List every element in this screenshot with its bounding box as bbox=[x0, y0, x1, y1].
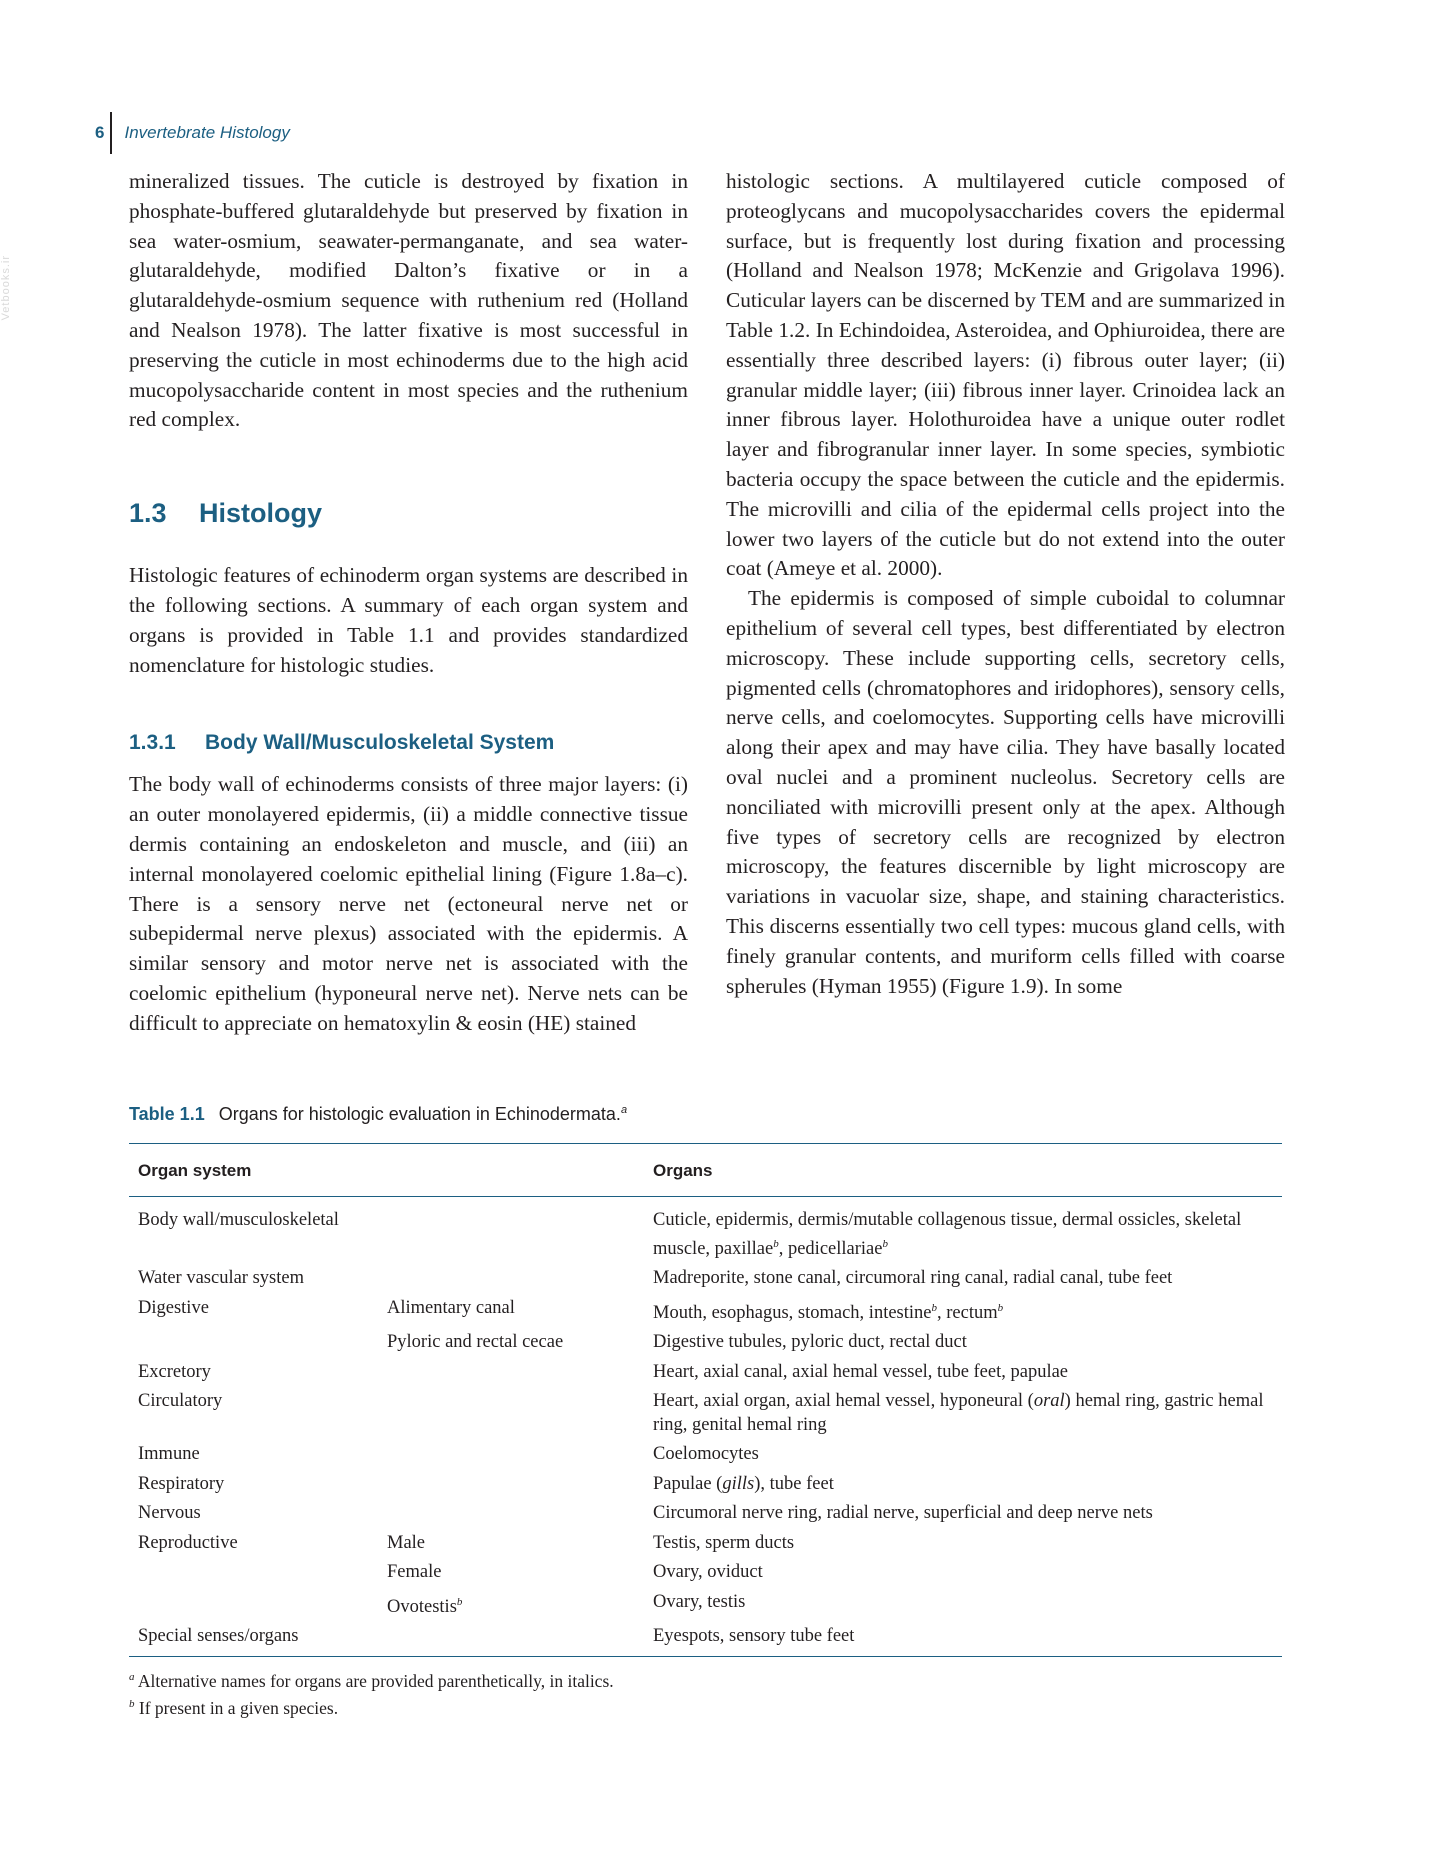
organ-system-cell: Excretory bbox=[138, 1361, 211, 1382]
table-row bbox=[129, 1499, 1282, 1529]
organ-system-cell: Special senses/organs bbox=[129, 1622, 378, 1656]
paragraph: The epidermis is composed of simple cuboidal to columnar epithelium of several cell types, best differentiated by electron microscopy. These include supporting cells, secretory cells, pigmented cells (chromatophores and iridophores), sensory cells, nerve cells, and coelomocytes. Supporting cells have microvilli along their apex and may have cilia. They have basally located oval nuclei and a prominent nucleolus. Secretory cells are nonciliated with microvilli present only at the apex. Although five types of secretory cells are recognized by electron microscopy, the features discernible by light microscopy are variations in vacuolar size, shape, and staining characteristics. This discerns essentially two cell types: mucous gland cells, with finely granular contents, and muriform cells filled with coarse spherules (Hyman 1955) (Figure 1.9). In some bbox=[726, 586, 1285, 998]
subsection-number: 1.3.1 bbox=[129, 731, 176, 755]
page-number: 6 bbox=[95, 112, 112, 154]
subsystem-cell bbox=[378, 1264, 644, 1294]
caption-footnote-mark: a bbox=[620, 1104, 628, 1116]
footnote-text: If present in a given species. bbox=[134, 1697, 339, 1718]
table-caption-text: Organs for histologic evaluation in Echinodermata. bbox=[218, 1104, 621, 1124]
left-column bbox=[129, 167, 688, 1039]
organs-cell: Ovary, testis bbox=[653, 1591, 746, 1612]
table-row bbox=[129, 1558, 1282, 1588]
table-caption bbox=[129, 1097, 1282, 1127]
section-number: 1.3 bbox=[129, 498, 167, 529]
organs-cell: Cuticle, epidermis, dermis/mutable collagenous tissue, dermal ossicles, skeletal muscle, paxillae$^b$, pedicellariae$^b$ bbox=[653, 1210, 1242, 1259]
organ-system-cell bbox=[129, 1588, 378, 1623]
right-column bbox=[726, 167, 1285, 1001]
organ-system-cell: Circulatory bbox=[138, 1391, 223, 1412]
organs-cell: Eyespots, sensory tube feet bbox=[644, 1622, 1282, 1656]
subsection-title: Body Wall/Musculoskeletal System bbox=[205, 731, 555, 755]
organs-cell: Digestive tubules, pyloric duct, rectal duct bbox=[653, 1332, 967, 1353]
footnote-mark: a bbox=[129, 1670, 135, 1683]
subsystem-cell bbox=[378, 1622, 644, 1656]
organs-cell: Papulae (gills), tube feet bbox=[653, 1473, 834, 1494]
organ-system-cell: Immune bbox=[138, 1444, 200, 1465]
subsystem-cell bbox=[378, 1358, 644, 1388]
table-row bbox=[129, 1294, 1282, 1329]
organs-cell: Mouth, esophagus, stomach, intestine$^b$, rectum$^b$ bbox=[653, 1301, 1004, 1323]
table-block bbox=[129, 1097, 1282, 1720]
subsystem-cell: Female bbox=[387, 1562, 442, 1583]
section-title: Histology bbox=[199, 498, 323, 529]
organs-cell: Madreporite, stone canal, circumoral ring canal, radial canal, tube feet bbox=[653, 1268, 1173, 1289]
subsystem-cell bbox=[378, 1499, 644, 1529]
subsystem-cell: Male bbox=[387, 1532, 426, 1553]
subsystem-cell bbox=[378, 1387, 644, 1440]
subsystem-cell: Pyloric and rectal cecae bbox=[387, 1332, 564, 1353]
section-heading bbox=[129, 496, 688, 530]
organs-cell: Heart, axial canal, axial hemal vessel, tube feet, papulae bbox=[653, 1361, 1069, 1382]
organ-system-cell bbox=[129, 1328, 378, 1358]
table-row bbox=[129, 1264, 1282, 1294]
paragraph: The body wall of echinoderms consists of three major layers: (i) an outer monolayered epidermis, (ii) a middle connective tissue dermis containing an endoskeleton and muscle, and (iii) an internal monolayered coelomic epithelial lining (Figure 1.8a–c). There is a sensory nerve net (ectoneural nerve net or subepidermal nerve plexus) associated with the epidermis. A similar sensory and motor nerve net is associated with the coelomic epithelium (hyponeural nerve net). Nerve nets can be difficult to appreciate on hematoxylin & eosin (HE) stained bbox=[129, 772, 688, 1035]
organs-cell: Ovary, oviduct bbox=[653, 1562, 763, 1583]
paragraph: Histologic features of echinoderm organ systems are described in the following sections. A summary of each organ system and organs is provided in Table 1.1 and provides standardized nomenclature for histologic studies. bbox=[129, 563, 688, 677]
organs-cell: Testis, sperm ducts bbox=[653, 1532, 795, 1553]
subsystem-cell: Ovotestis$^b$ bbox=[387, 1595, 463, 1617]
organs-cell: Coelomocytes bbox=[653, 1444, 759, 1465]
organ-system-cell: Reproductive bbox=[138, 1532, 238, 1553]
footnote-mark: b bbox=[129, 1697, 135, 1710]
table-footnotes bbox=[129, 1666, 1282, 1720]
subsystem-cell bbox=[378, 1197, 644, 1265]
column-header-organs: Organs bbox=[644, 1144, 1282, 1197]
table-row bbox=[129, 1529, 1282, 1559]
organs-cell: Circumoral nerve ring, radial nerve, superficial and deep nerve nets bbox=[653, 1503, 1153, 1524]
organ-system-cell: Water vascular system bbox=[138, 1268, 304, 1289]
footnote bbox=[129, 1666, 1282, 1693]
column-header-organ-system: Organ system bbox=[129, 1144, 644, 1197]
table-row bbox=[129, 1358, 1282, 1388]
subsystem-cell: Alimentary canal bbox=[387, 1297, 515, 1318]
table-row bbox=[129, 1470, 1282, 1500]
footnote-text: Alternative names for organs are provided parenthetically, in italics. bbox=[134, 1670, 614, 1691]
subsystem-cell bbox=[378, 1440, 644, 1470]
organs-cell: Heart, axial organ, axial hemal vessel, hyponeural (oral) hemal ring, gastric hemal ring, genital hemal ring bbox=[653, 1391, 1264, 1435]
table-row bbox=[129, 1328, 1282, 1358]
running-title: Invertebrate Histology bbox=[124, 123, 290, 142]
subsystem-cell bbox=[378, 1470, 644, 1500]
table-row bbox=[129, 1440, 1282, 1470]
organs-table bbox=[129, 1143, 1282, 1657]
table-row bbox=[129, 1622, 1282, 1656]
watermark: Vetbooks.ir bbox=[0, 255, 12, 321]
organ-system-cell: Respiratory bbox=[138, 1473, 225, 1494]
paragraph: mineralized tissues. The cuticle is destroyed by fixation in phosphate-buffered glutaraldehyde but preserved by fixation in sea water-osmium, seawater-permanganate, and sea water-glutaraldehyde, modified Dalton’s fixative or in a glutaraldehyde-osmium sequence with ruthenium red (Holland and Nealson 1978). The latter fixative is most successful in preserving the cuticle in most echinoderms due to the high acid mucopolysaccharide content in most species and the ruthenium red complex. bbox=[129, 169, 688, 432]
table-label: Table 1.1 bbox=[129, 1104, 205, 1124]
table-row bbox=[129, 1588, 1282, 1623]
organ-system-cell bbox=[129, 1558, 378, 1588]
organ-system-cell: Body wall/musculoskeletal bbox=[138, 1210, 339, 1230]
running-head bbox=[95, 112, 290, 154]
organ-system-cell: Nervous bbox=[138, 1503, 201, 1524]
subsection-heading bbox=[129, 728, 688, 758]
footnote bbox=[129, 1693, 1282, 1720]
organ-system-cell: Digestive bbox=[138, 1297, 209, 1318]
table-row bbox=[129, 1387, 1282, 1440]
paragraph: histologic sections. A multilayered cuticle composed of proteoglycans and mucopolysaccharides covers the epidermal surface, but is frequently lost during fixation and processing (Holland and Nealson 1978; McKenzie and Grigolava 1996). Cuticular layers can be discerned by TEM and are summarized in Table 1.2. In Echindoidea, Asteroidea, and Ophiuroidea, there are essentially three described layers: (i) fibrous outer layer; (ii) granular middle layer; (iii) fibrous inner layer. Crinoidea lack an inner fibrous layer. Holothuroidea have a unique outer rodlet layer and fibrogranular inner layer. In some species, symbiotic bacteria occupy the space between the cuticle and the epidermis. The microvilli and cilia of the epidermal cells project into the lower two layers of the cuticle but do not extend into the outer coat (Ameye et al. 2000). bbox=[726, 169, 1285, 581]
table-row bbox=[129, 1197, 1282, 1265]
